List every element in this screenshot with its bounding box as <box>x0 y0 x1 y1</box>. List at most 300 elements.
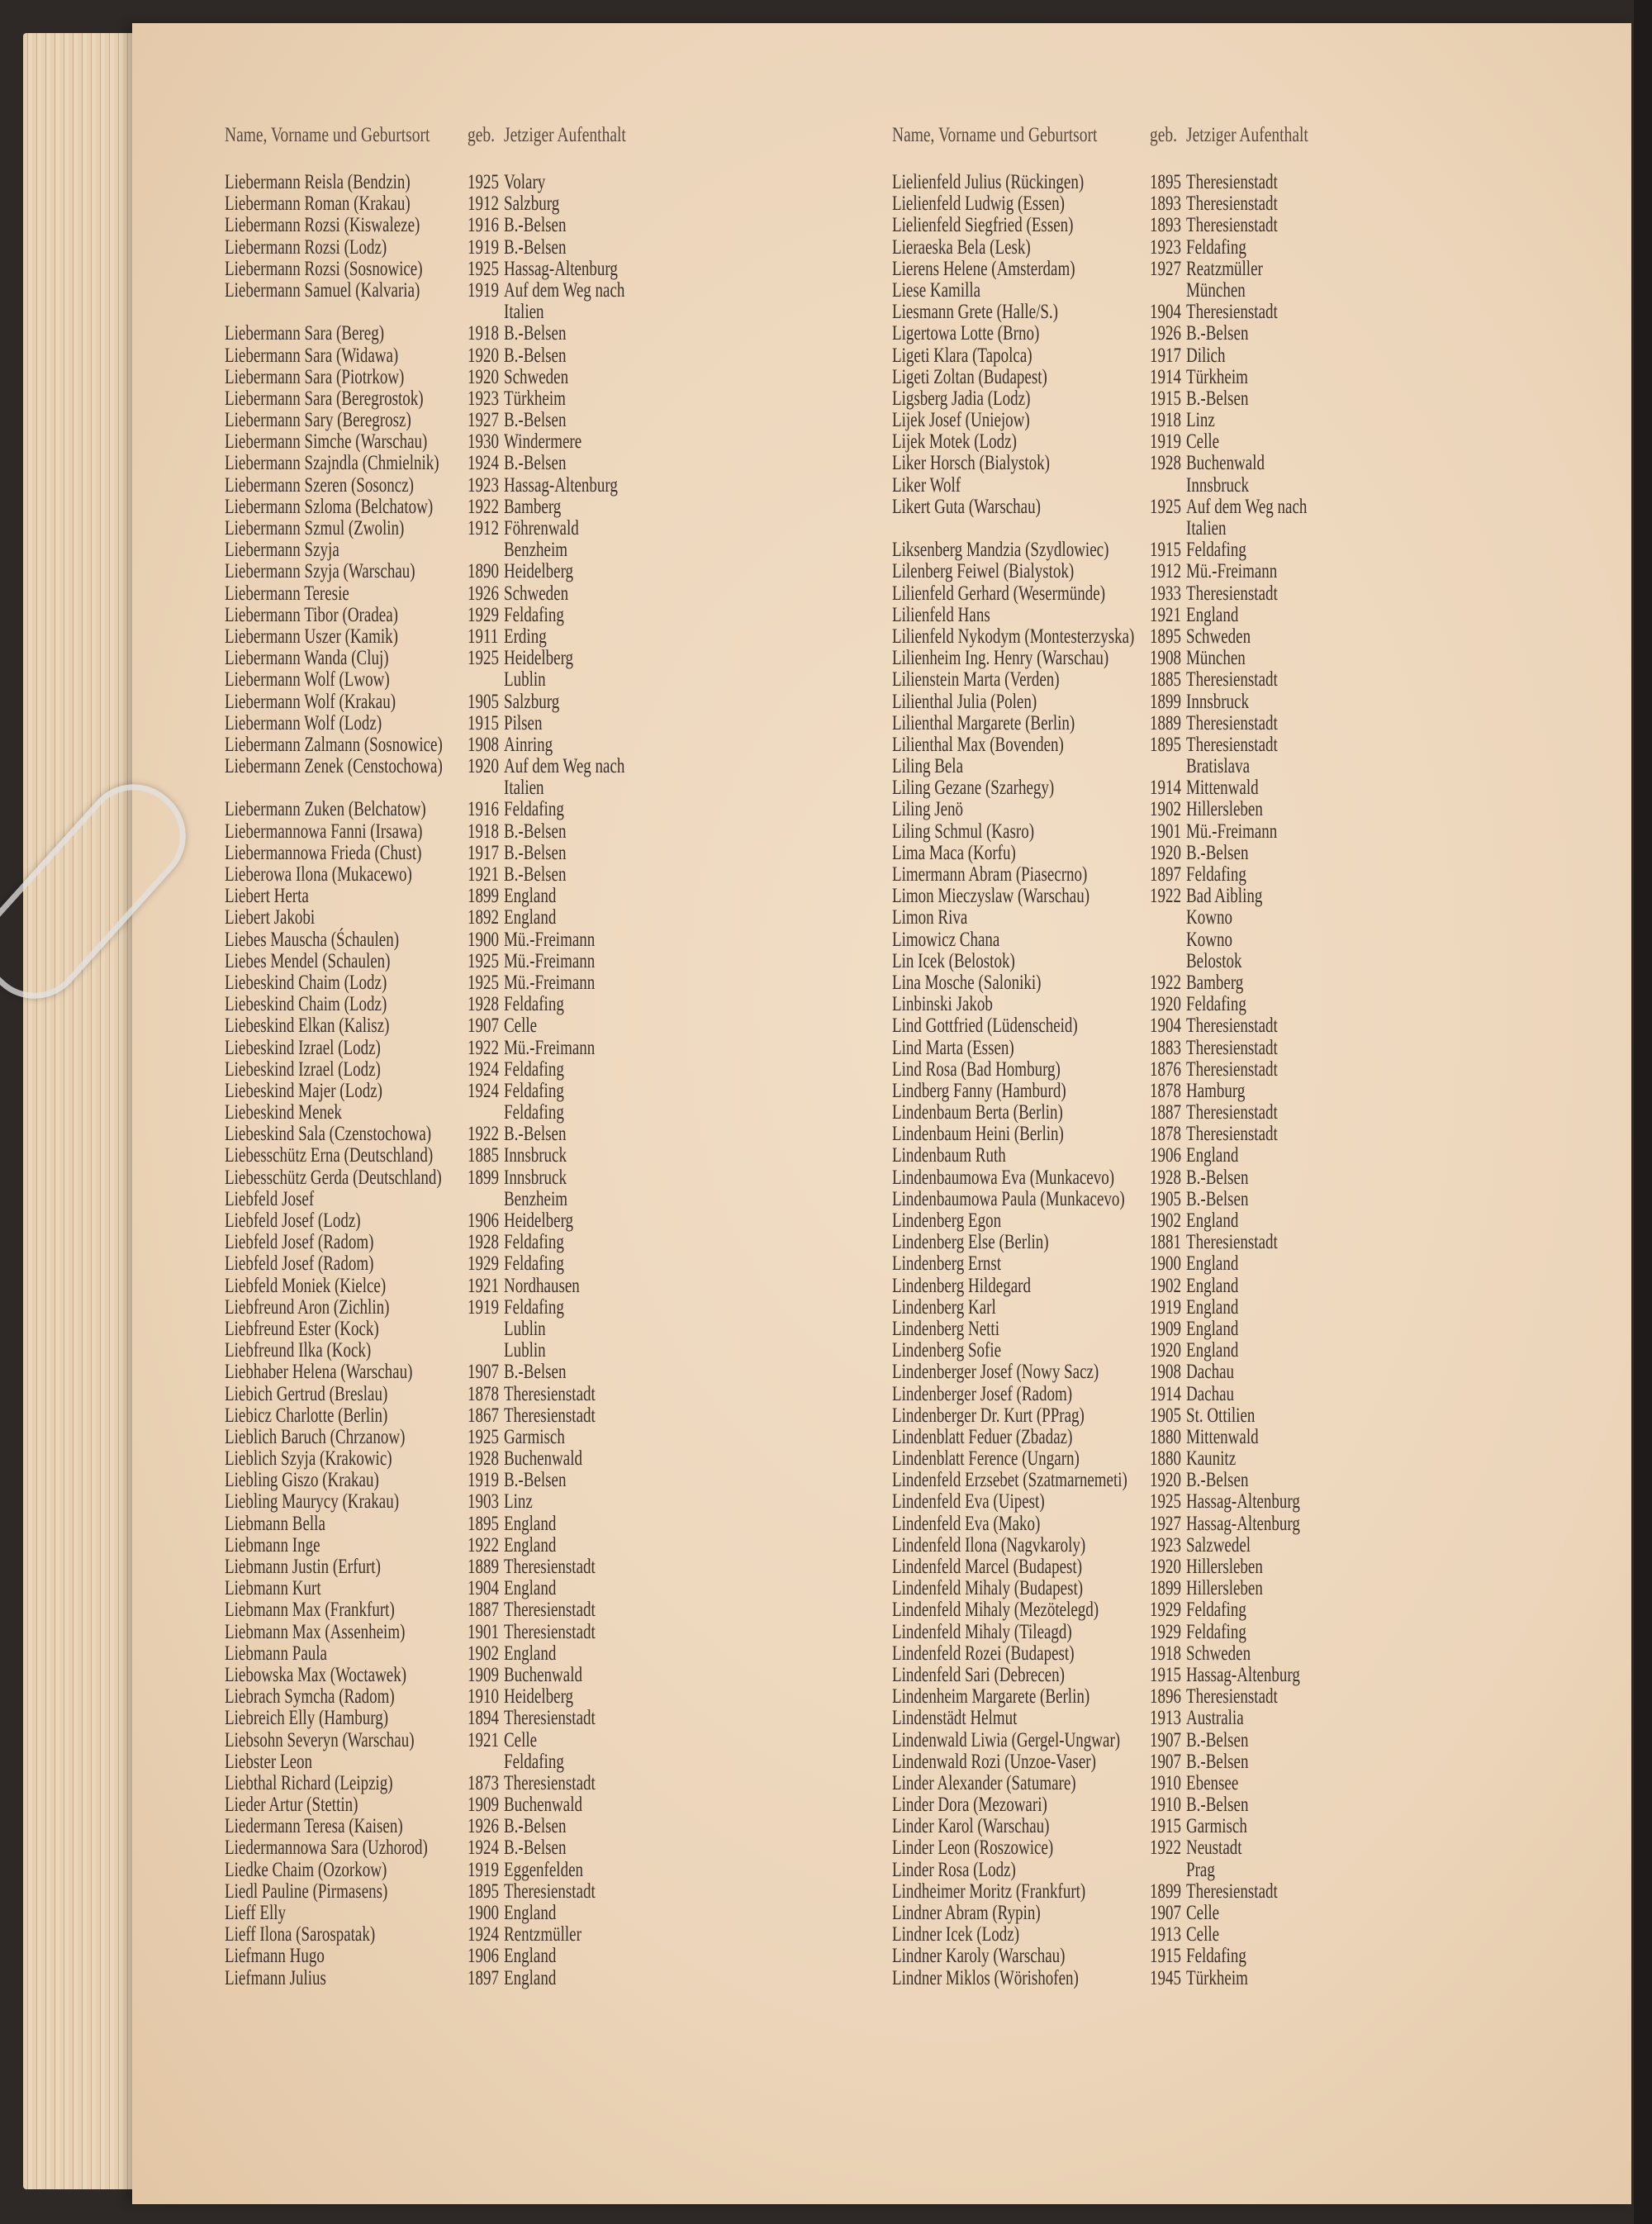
entry-current-residence: Türkheim <box>504 387 566 410</box>
entry-birth-year: 1876 <box>1150 1057 1181 1081</box>
entry-birth-year: 1920 <box>1150 1469 1181 1492</box>
entry-birth-year: 1923 <box>468 473 499 497</box>
entry-birth-year: 1913 <box>1150 1923 1181 1946</box>
entry-name: Liebert Herta <box>225 885 309 908</box>
entry-current-residence: Mü.-Freimann <box>504 928 596 951</box>
entry-current-residence: Lublin <box>504 1317 546 1340</box>
entry-current-residence: Nordhausen <box>504 1274 580 1297</box>
entry-name: Lindenberg Ernst <box>892 1252 1002 1276</box>
entry-birth-year: 1910 <box>1150 1794 1181 1817</box>
entry-current-residence: Feldafing <box>1186 993 1246 1016</box>
entry-name: Ligertowa Lotte (Brno) <box>892 322 1040 345</box>
header-left-year: geb. <box>468 124 496 146</box>
entry-name: Liebermann Sara (Beregrostok) <box>225 387 424 410</box>
entry-current-residence: Salzwedel <box>1186 1533 1251 1556</box>
entry-current-residence: Theresienstadt <box>1186 1057 1278 1081</box>
entry-birth-year: 1890 <box>468 560 499 583</box>
entry-name: Lindenberg Hildegard <box>892 1274 1031 1297</box>
entry-current-residence: Bratislava <box>1186 755 1251 778</box>
entry-current-residence: B.-Belsen <box>504 1837 567 1860</box>
entry-birth-year: 1922 <box>468 1123 499 1146</box>
entry-current-residence: Linz <box>504 1490 533 1514</box>
entry-name: Liebling Maurycy (Krakau) <box>225 1490 400 1514</box>
entry-name: Liebfreund Aron (Zichlin) <box>225 1295 390 1319</box>
entry-birth-year: 1920 <box>1150 993 1181 1016</box>
entry-name: Lindenheim Margarete (Berlin) <box>892 1685 1090 1708</box>
entry-name: Lind Rosa (Bad Homburg) <box>892 1057 1061 1081</box>
entry-birth-year: 1925 <box>1150 495 1181 518</box>
entry-name: Lindenblatt Ference (Ungarn) <box>892 1447 1080 1471</box>
entry-name: Lindenfeld Eva (Mako) <box>892 1512 1041 1535</box>
entry-birth-year: 1909 <box>468 1794 499 1817</box>
entry-birth-year: 1905 <box>468 690 499 713</box>
entry-name: Lierens Helene (Amsterdam) <box>892 257 1075 280</box>
entry-birth-year: 1918 <box>468 820 499 843</box>
entry-current-residence: Erding <box>504 625 547 648</box>
entry-current-residence: Benzheim <box>504 539 568 562</box>
entry-name: Liebmann Inge <box>225 1533 320 1556</box>
book-right-edge <box>1634 0 1652 2224</box>
entry-birth-year: 1895 <box>468 1879 499 1903</box>
entry-current-residence: Theresienstadt <box>504 1382 596 1405</box>
entry-name: Liebermann Tibor (Oradea) <box>225 603 398 626</box>
entry-name: Liebsohn Severyn (Warschau) <box>225 1728 415 1751</box>
entry-birth-year: 1921 <box>1150 603 1181 626</box>
entry-current-residence: Innsbruck <box>1186 690 1249 713</box>
entry-name: Liebes Mendel (Schaulen) <box>225 949 391 972</box>
page-stack-edge <box>23 33 139 2189</box>
entry-current-residence: Salzburg <box>504 192 560 216</box>
entry-birth-year: 1925 <box>468 949 499 972</box>
entry-current-residence: B.-Belsen <box>504 1469 567 1492</box>
entry-name: Lindenbaumowa Paula (Munkacevo) <box>892 1187 1125 1210</box>
entry-birth-year: 1893 <box>1150 192 1181 216</box>
entry-current-residence: Bad Aibling <box>1186 885 1263 908</box>
entry-current-residence: Prag <box>1186 1858 1215 1881</box>
entry-name: Liebermann Sary (Beregrosz) <box>225 409 411 432</box>
entry-birth-year: 1912 <box>468 192 499 216</box>
entry-name: Lindenfeld Sari (Debrecen) <box>892 1663 1065 1686</box>
entry-name: Lilenberg Feiwel (Bialystok) <box>892 560 1075 583</box>
entry-current-residence: Theresienstadt <box>1186 668 1278 691</box>
entry-birth-year: 1922 <box>1150 1837 1181 1860</box>
entry-name: Lielienfeld Ludwig (Essen) <box>892 192 1065 216</box>
entry-birth-year: 1889 <box>1150 711 1181 734</box>
entry-name: Lindenfeld Mihaly (Tileagd) <box>892 1620 1072 1643</box>
entry-name: Liedermannowa Sara (Uzhorod) <box>225 1837 428 1860</box>
entry-name: Lilienheim Ing. Henry (Warschau) <box>892 647 1109 670</box>
entry-birth-year: 1917 <box>468 841 499 864</box>
entry-current-residence: Theresienstadt <box>1186 1685 1278 1708</box>
entry-name: Linder Karol (Warschau) <box>892 1815 1050 1838</box>
entry-name: Liebeskind Sala (Czenstochowa) <box>225 1123 432 1146</box>
entry-birth-year: 1885 <box>468 1144 499 1167</box>
entry-current-residence: B.-Belsen <box>1186 1750 1249 1773</box>
entry-current-residence: Italien <box>504 777 544 800</box>
entry-name: Lindheimer Moritz (Frankfurt) <box>892 1879 1086 1903</box>
entry-birth-year: 1906 <box>1150 1144 1181 1167</box>
entry-birth-year: 1923 <box>1150 235 1181 259</box>
entry-name: Liebesschütz Erna (Deutschland) <box>225 1144 434 1167</box>
entry-current-residence: Reatzmüller <box>1186 257 1263 280</box>
entry-current-residence: Auf dem Weg nach <box>1186 495 1308 518</box>
entry-current-residence: England <box>504 1902 557 1924</box>
entry-name: Lind Gottfried (Lüdenscheid) <box>892 1015 1078 1038</box>
entry-name: Liebfeld Josef <box>225 1187 315 1210</box>
entry-birth-year: 1878 <box>468 1382 499 1405</box>
entry-name: Liebermann Sara (Widawa) <box>225 344 399 367</box>
entry-birth-year: 1903 <box>468 1490 499 1514</box>
entry-name: Lindenberg Netti <box>892 1317 999 1340</box>
entry-current-residence: Garmisch <box>1186 1815 1247 1838</box>
entry-name: Ligeti Zoltan (Budapest) <box>892 365 1047 388</box>
entry-birth-year: 1894 <box>468 1707 499 1730</box>
entry-name: Limon Mieczyslaw (Warschau) <box>892 885 1090 908</box>
entry-current-residence: Ainring <box>504 733 553 756</box>
entry-birth-year: 1895 <box>1150 171 1181 193</box>
entry-current-residence: England <box>1186 1295 1239 1319</box>
entry-name: Lieberowa Ilona (Mukacewo) <box>225 863 412 886</box>
entry-name: Liebfeld Josef (Lodz) <box>225 1209 361 1232</box>
entry-birth-year: 1909 <box>1150 1317 1181 1340</box>
entry-name: Liebermann Rozsi (Sosnowice) <box>225 257 423 280</box>
entry-name: Lindenstädt Helmut <box>892 1707 1018 1730</box>
entry-name: Liebfreund Ester (Kock) <box>225 1317 379 1340</box>
entry-current-residence: Theresienstadt <box>504 1556 596 1578</box>
entry-current-residence: Buchenwald <box>504 1447 582 1471</box>
entry-current-residence: Celle <box>1186 1923 1220 1946</box>
entry-current-residence: Celle <box>504 1015 538 1038</box>
entry-birth-year: 1925 <box>468 647 499 670</box>
entry-name: Liebermann Wanda (Cluj) <box>225 647 389 670</box>
entry-name: Liebermann Rozsi (Kiswaleze) <box>225 214 420 237</box>
entry-current-residence: München <box>1186 278 1246 302</box>
entry-name: Liebmann Justin (Erfurt) <box>225 1556 381 1578</box>
entry-current-residence: Rentzmüller <box>504 1923 582 1946</box>
entry-name: Liebermannowa Frieda (Chust) <box>225 841 422 864</box>
entry-current-residence: Schweden <box>1186 1642 1251 1665</box>
entry-birth-year: 1919 <box>1150 430 1181 454</box>
entry-current-residence: B.-Belsen <box>504 452 567 475</box>
entry-name: Liebermann Zuken (Belchatow) <box>225 798 426 821</box>
entry-birth-year: 1926 <box>468 1815 499 1838</box>
entry-name: Lina Mosche (Saloniki) <box>892 971 1042 994</box>
entry-birth-year: 1878 <box>1150 1079 1181 1102</box>
entry-birth-year: 1889 <box>468 1556 499 1578</box>
entry-name: Lind Marta (Essen) <box>892 1036 1014 1059</box>
entry-birth-year: 1909 <box>468 1663 499 1686</box>
entry-birth-year: 1924 <box>468 1923 499 1946</box>
entry-current-residence: Feldafing <box>504 1101 564 1124</box>
entry-current-residence: England <box>504 885 557 908</box>
entry-birth-year: 1928 <box>468 1231 499 1254</box>
entry-name: Liker Horsch (Bialystok) <box>892 452 1051 475</box>
entry-birth-year: 1925 <box>468 171 499 193</box>
entry-birth-year: 1929 <box>468 603 499 626</box>
entry-name: Lindenbaum Berta (Berlin) <box>892 1101 1063 1124</box>
entry-current-residence: Hassag-Altenburg <box>1186 1663 1300 1686</box>
entry-birth-year: 1916 <box>468 214 499 237</box>
entry-birth-year: 1924 <box>468 1079 499 1102</box>
entry-current-residence: B.-Belsen <box>1186 1469 1249 1492</box>
entry-name: Liebthal Richard (Leipzig) <box>225 1771 393 1794</box>
entry-birth-year: 1899 <box>1150 690 1181 713</box>
entry-birth-year: 1906 <box>468 1209 499 1232</box>
entry-current-residence: Feldafing <box>504 798 564 821</box>
entry-name: Lindenwald Liwia (Gergel-Ungwar) <box>892 1728 1121 1751</box>
entry-name: Lielienfeld Siegfried (Essen) <box>892 214 1074 237</box>
entry-current-residence: Mü.-Freimann <box>504 949 596 972</box>
entry-current-residence: Hassag-Altenburg <box>1186 1490 1300 1514</box>
entry-name: Lilienthal Max (Bovenden) <box>892 733 1064 756</box>
header-left-place: Jetziger Aufenthalt <box>504 124 626 146</box>
entry-birth-year: 1885 <box>1150 668 1181 691</box>
entry-birth-year: 1928 <box>468 993 499 1016</box>
entry-current-residence: Italien <box>504 301 544 324</box>
entry-name: Liebeskind Chaim (Lodz) <box>225 971 387 994</box>
entry-current-residence: Buchenwald <box>504 1794 582 1817</box>
entry-current-residence: Theresienstadt <box>504 1707 596 1730</box>
entry-birth-year: 1899 <box>468 1166 499 1189</box>
entry-birth-year: 1920 <box>468 365 499 388</box>
entry-current-residence: Theresienstadt <box>1186 1879 1278 1903</box>
entry-current-residence: Feldafing <box>504 993 564 1016</box>
entry-name: Lindenberger Josef (Radom) <box>892 1382 1073 1405</box>
entry-name: Lindner Karoly (Warschau) <box>892 1945 1066 1968</box>
entry-birth-year: 1922 <box>1150 971 1181 994</box>
entry-birth-year: 1915 <box>468 711 499 734</box>
entry-name: Limowicz Chana <box>892 928 1000 951</box>
entry-name: Lindenfeld Ilona (Nagvkaroly) <box>892 1533 1086 1556</box>
entry-current-residence: Feldafing <box>1186 1945 1246 1968</box>
entry-birth-year: 1900 <box>468 1902 499 1924</box>
entry-name: Lindenfeld Eva (Uipest) <box>892 1490 1045 1514</box>
entry-name: Lindenberg Sofie <box>892 1339 1002 1362</box>
entry-name: Liese Kamilla <box>892 278 981 302</box>
entry-current-residence: Feldafing <box>1186 1620 1246 1643</box>
entry-birth-year: 1927 <box>1150 257 1181 280</box>
entry-name: Liker Wolf <box>892 473 961 497</box>
entry-birth-year: 1925 <box>1150 1490 1181 1514</box>
entry-birth-year: 1902 <box>1150 798 1181 821</box>
entry-current-residence: Theresienstadt <box>1186 711 1278 734</box>
entry-birth-year: 1919 <box>468 278 499 302</box>
entry-name: Liebhaber Helena (Warschau) <box>225 1361 413 1384</box>
entry-name: Lindenbaum Heini (Berlin) <box>892 1123 1064 1146</box>
entry-current-residence: Kaunitz <box>1186 1447 1237 1471</box>
entry-current-residence: Auf dem Weg nach <box>504 278 625 302</box>
entry-current-residence: Italien <box>1186 517 1227 539</box>
entry-name: Liebermann Samuel (Kalvaria) <box>225 278 420 302</box>
entry-birth-year: 1919 <box>468 235 499 259</box>
entry-name: Liebermann Szyja (Warschau) <box>225 560 415 583</box>
entry-name: Lieblich Szyja (Krakowic) <box>225 1447 392 1471</box>
entry-current-residence: Feldafing <box>1186 539 1246 562</box>
entry-current-residence: Mü.-Freimann <box>504 1036 596 1059</box>
entry-name: Lindenbaumowa Eva (Munkacevo) <box>892 1166 1115 1189</box>
entry-name: Liebesschütz Gerda (Deutschland) <box>225 1166 442 1189</box>
entry-birth-year: 1928 <box>1150 452 1181 475</box>
entry-name: Lindenberg Karl <box>892 1295 996 1319</box>
entry-name: Liebermann Szyja <box>225 539 339 562</box>
entry-current-residence: Windermere <box>504 430 582 454</box>
entry-name: Lilienthal Julia (Polen) <box>892 690 1037 713</box>
entry-birth-year: 1917 <box>1150 344 1181 367</box>
entry-birth-year: 1924 <box>468 1057 499 1081</box>
entry-name: Lindenfeld Mihaly (Budapest) <box>892 1577 1084 1600</box>
entry-current-residence: B.-Belsen <box>504 820 567 843</box>
entry-name: Linbinski Jakob <box>892 993 993 1016</box>
entry-current-residence: Linz <box>1186 409 1215 432</box>
entry-birth-year: 1902 <box>1150 1274 1181 1297</box>
entry-birth-year: 1914 <box>1150 777 1181 800</box>
entry-birth-year: 1897 <box>1150 863 1181 886</box>
entry-name: Lieff Elly <box>225 1902 287 1924</box>
entry-current-residence: Feldafing <box>504 603 564 626</box>
entry-current-residence: Eggenfelden <box>504 1858 584 1881</box>
entry-current-residence: Auf dem Weg nach <box>504 755 625 778</box>
entry-current-residence: Theresienstadt <box>1186 1123 1278 1146</box>
entry-birth-year: 1926 <box>468 582 499 605</box>
entry-name: Liebermannowa Fanni (Irsawa) <box>225 820 423 843</box>
entry-name: Lindenfeld Mihaly (Mezötelegd) <box>892 1599 1099 1622</box>
entry-current-residence: Dachau <box>1186 1382 1235 1405</box>
entry-name: Lijek Motek (Lodz) <box>892 430 1017 454</box>
entry-name: Liling Bela <box>892 755 964 778</box>
entry-name: Lieder Artur (Stettin) <box>225 1794 358 1817</box>
entry-birth-year: 1919 <box>468 1858 499 1881</box>
entry-current-residence: Theresienstadt <box>1186 192 1278 216</box>
entry-birth-year: 1901 <box>468 1620 499 1643</box>
entry-name: Lindenbaum Ruth <box>892 1144 1006 1167</box>
entry-name: Lindenberger Josef (Nowy Sacz) <box>892 1361 1099 1384</box>
entry-name: Liebling Giszo (Krakau) <box>225 1469 379 1492</box>
entry-current-residence: Hillersleben <box>1186 798 1263 821</box>
entry-current-residence: Bamberg <box>504 495 562 518</box>
entry-birth-year: 1922 <box>468 1036 499 1059</box>
entry-birth-year: 1912 <box>468 517 499 539</box>
entry-name: Liebmann Paula <box>225 1642 327 1665</box>
entry-current-residence: B.-Belsen <box>1186 1166 1249 1189</box>
entry-name: Liebermann Simche (Warschau) <box>225 430 428 454</box>
entry-current-residence: B.-Belsen <box>504 1815 567 1838</box>
entry-name: Liebmann Max (Assenheim) <box>225 1620 406 1643</box>
entry-birth-year: 1933 <box>1150 582 1181 605</box>
entry-current-residence: Belostok <box>1186 949 1242 972</box>
entry-birth-year: 1929 <box>468 1252 499 1276</box>
entry-name: Lindenberg Egon <box>892 1209 1002 1232</box>
entry-current-residence: Lublin <box>504 1339 546 1362</box>
entry-current-residence: Garmisch <box>504 1425 565 1448</box>
entry-name: Lindberg Fanny (Hamburd) <box>892 1079 1066 1102</box>
entry-birth-year: 1911 <box>468 625 499 648</box>
entry-name: Liebermann Wolf (Lodz) <box>225 711 382 734</box>
entry-current-residence: England <box>1186 1317 1239 1340</box>
entry-name: Linder Alexander (Satumare) <box>892 1771 1076 1794</box>
entry-name: Liebermann Szeren (Sosoncz) <box>225 473 414 497</box>
entry-name: Liebermann Szajndla (Chmielnik) <box>225 452 439 475</box>
entry-birth-year: 1908 <box>1150 1361 1181 1384</box>
entry-birth-year: 1920 <box>1150 1556 1181 1578</box>
entry-current-residence: Hillersleben <box>1186 1577 1263 1600</box>
entry-current-residence: Theresienstadt <box>504 1620 596 1643</box>
entry-birth-year: 1887 <box>1150 1101 1181 1124</box>
entry-name: Lilienstein Marta (Verden) <box>892 668 1060 691</box>
entry-current-residence: England <box>504 1966 557 1989</box>
header-left-name: Name, Vorname und Geburtsort <box>225 124 430 146</box>
entry-birth-year: 1922 <box>468 495 499 518</box>
entry-name: Lilienthal Margarete (Berlin) <box>892 711 1075 734</box>
entry-name: Liebermann Zenek (Censtochowa) <box>225 755 443 778</box>
entry-current-residence: England <box>1186 1144 1239 1167</box>
entry-birth-year: 1899 <box>1150 1879 1181 1903</box>
entry-birth-year: 1919 <box>468 1295 499 1319</box>
entry-birth-year: 1918 <box>1150 409 1181 432</box>
entry-birth-year: 1907 <box>1150 1902 1181 1924</box>
entry-name: Liebeskind Chaim (Lodz) <box>225 993 387 1016</box>
entry-birth-year: 1880 <box>1150 1425 1181 1448</box>
entry-current-residence: Feldafing <box>504 1252 564 1276</box>
entry-current-residence: Innsbruck <box>504 1144 567 1167</box>
entry-birth-year: 1923 <box>468 387 499 410</box>
entry-birth-year: 1873 <box>468 1771 499 1794</box>
entry-name: Linder Rosa (Lodz) <box>892 1858 1016 1881</box>
entry-current-residence: Celle <box>504 1728 538 1751</box>
entry-current-residence: Mü.-Freimann <box>1186 560 1278 583</box>
entry-current-residence: B.-Belsen <box>1186 841 1249 864</box>
entry-birth-year: 1913 <box>1150 1707 1181 1730</box>
entry-current-residence: Volary <box>504 171 546 193</box>
entry-name: Liebermann Sara (Bereg) <box>225 322 385 345</box>
entry-current-residence: Hassag-Altenburg <box>504 473 618 497</box>
entry-birth-year: 1920 <box>468 344 499 367</box>
entry-current-residence: England <box>1186 603 1239 626</box>
entry-current-residence: Bamberg <box>1186 971 1244 994</box>
entry-birth-year: 1914 <box>1150 1382 1181 1405</box>
entry-birth-year: 1897 <box>468 1966 499 1989</box>
entry-name: Liedke Chaim (Ozorkow) <box>225 1858 387 1881</box>
entry-current-residence: Innsbruck <box>504 1166 567 1189</box>
entry-birth-year: 1880 <box>1150 1447 1181 1471</box>
entry-name: Linder Leon (Roszowice) <box>892 1837 1054 1860</box>
entry-name: Liedermann Teresa (Kaisen) <box>225 1815 403 1838</box>
entry-birth-year: 1902 <box>1150 1209 1181 1232</box>
entry-current-residence: Australia <box>1186 1707 1244 1730</box>
entry-current-residence: Theresienstadt <box>1186 301 1278 324</box>
entry-current-residence: Celle <box>1186 430 1220 454</box>
entry-birth-year: 1919 <box>1150 1295 1181 1319</box>
entry-birth-year: 1930 <box>468 430 499 454</box>
entry-name: Lijek Josef (Uniejow) <box>892 409 1030 432</box>
entry-birth-year: 1901 <box>1150 820 1181 843</box>
entry-name: Lindenberg Else (Berlin) <box>892 1231 1049 1254</box>
entry-birth-year: 1927 <box>468 409 499 432</box>
entry-name: Liebfeld Moniek (Kielce) <box>225 1274 387 1297</box>
entry-birth-year: 1923 <box>1150 1533 1181 1556</box>
entry-current-residence: B.-Belsen <box>504 214 567 237</box>
entry-current-residence: Mü.-Freimann <box>504 971 596 994</box>
entry-name: Liedl Pauline (Pirmasens) <box>225 1879 388 1903</box>
entry-birth-year: 1915 <box>1150 1663 1181 1686</box>
entry-birth-year: 1920 <box>468 755 499 778</box>
entry-birth-year: 1907 <box>1150 1750 1181 1773</box>
entry-birth-year: 1916 <box>468 798 499 821</box>
entry-name: Liebeskind Izrael (Lodz) <box>225 1057 381 1081</box>
entry-birth-year: 1918 <box>1150 1642 1181 1665</box>
entry-name: Liebermann Zalmann (Sosnowice) <box>225 733 443 756</box>
entry-birth-year: 1899 <box>468 885 499 908</box>
entry-name: Liebmann Max (Frankfurt) <box>225 1599 395 1622</box>
